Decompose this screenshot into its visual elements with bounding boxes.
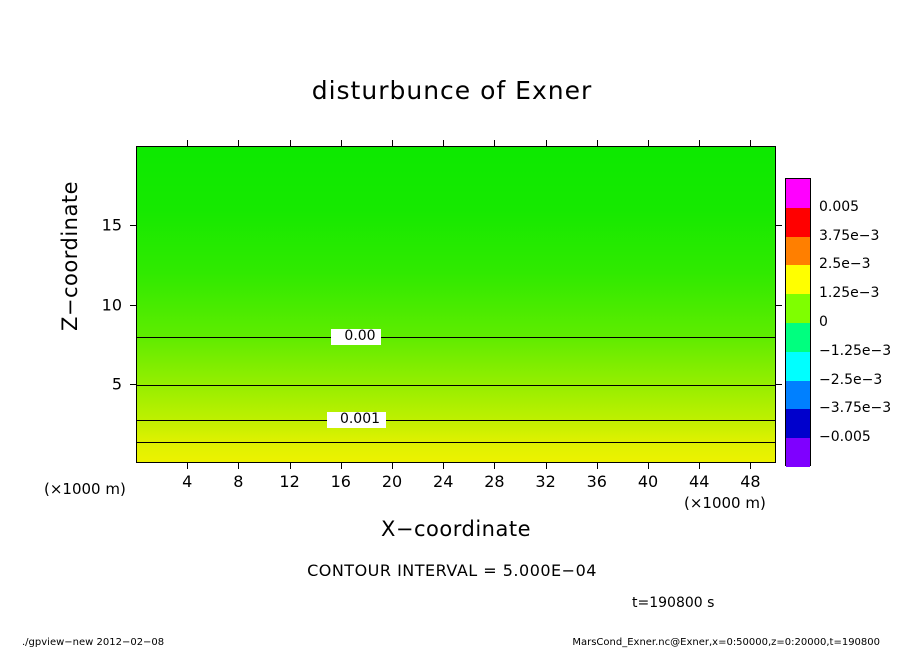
x-axis-title: X−coordinate <box>381 517 531 541</box>
x-tick-label: 8 <box>233 472 244 491</box>
colorbar-tick-label: 3.75e−3 <box>819 227 880 244</box>
x-tick-label: 40 <box>637 472 659 491</box>
y-tick-label: 5 <box>111 374 122 394</box>
footer-left: ./gpview−new 2012−02−08 <box>22 637 165 648</box>
y-axis-title: Z−coordinate <box>58 181 82 331</box>
x-tick-label: 12 <box>279 472 300 491</box>
colorbar-tick-label: −3.75e−3 <box>819 400 892 417</box>
x-tick-label: 36 <box>586 472 607 491</box>
colorbar-tick-label: −0.005 <box>819 429 871 446</box>
x-tick-label: 44 <box>689 472 710 491</box>
contour-label: 0.00 <box>344 328 376 345</box>
y-tick-label: 15 <box>101 215 122 235</box>
time-label: t=190800 s <box>632 595 715 611</box>
contour-label: 0.001 <box>339 410 381 427</box>
x-tick-label: 48 <box>740 472 761 491</box>
x-unit-left-label: (×1000 m) <box>44 480 126 498</box>
colorbar-tick-label: −2.5e−3 <box>819 371 883 388</box>
x-tick-label: 16 <box>330 472 351 491</box>
x-tick-label: 20 <box>381 472 403 491</box>
colorbar-tick-label: 2.5e−3 <box>819 256 871 273</box>
colorbar-tick-label: 0 <box>819 314 828 330</box>
y-tick-label: 10 <box>101 295 122 314</box>
colorbar-tick-label: 1.25e−3 <box>819 285 880 302</box>
contour-interval-label: CONTOUR INTERVAL = 5.000E−04 <box>307 561 597 580</box>
colorbar-tick-label: −1.25e−3 <box>819 342 892 359</box>
x-tick-label: 24 <box>433 472 454 491</box>
footer-right: MarsCond_Exner.nc@Exner,x=0:50000,z=0:20000,t=190800 <box>572 637 880 648</box>
x-tick-label: 4 <box>182 472 193 491</box>
x-tick-label: 28 <box>484 472 505 491</box>
colorbar-tick-label: 0.005 <box>819 198 860 215</box>
x-unit-right-label: (×1000 m) <box>684 494 766 512</box>
x-tick-label: 32 <box>535 472 556 491</box>
page-title: disturbunce of Exner <box>311 76 593 105</box>
